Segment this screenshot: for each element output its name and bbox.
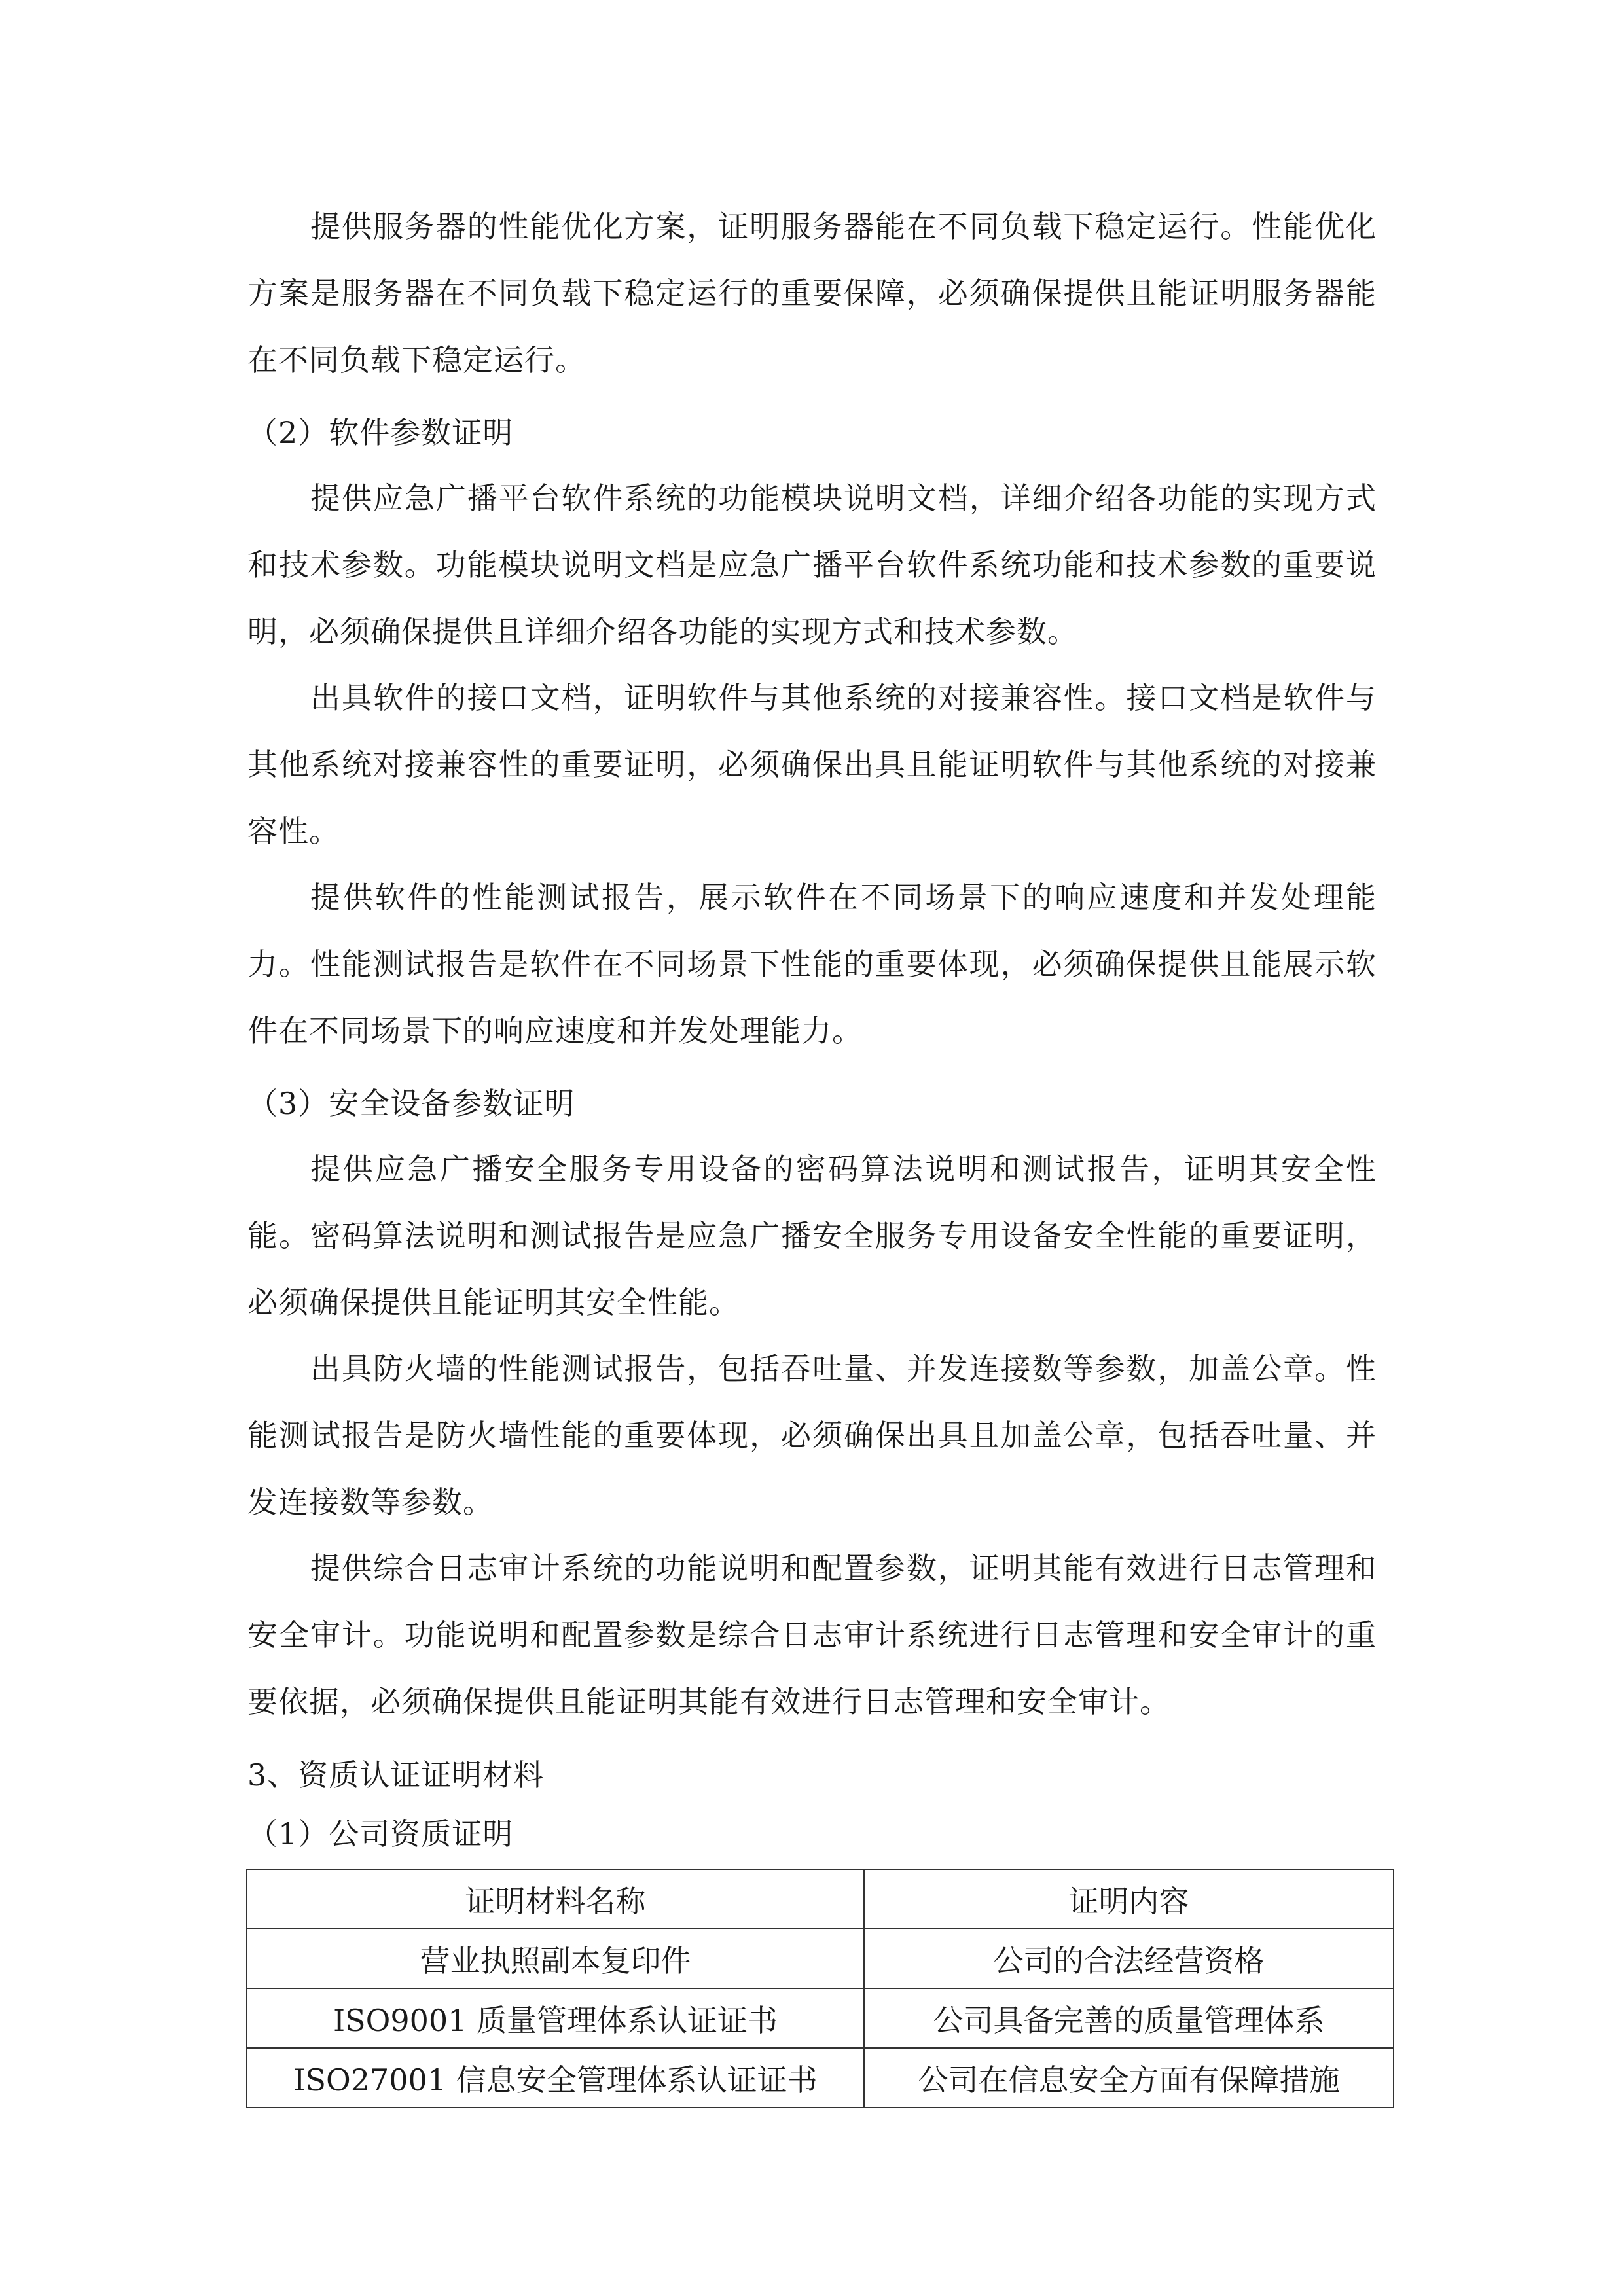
cell-proof-content: 公司具备完善的质量管理体系 (864, 1988, 1394, 2048)
heading-company-qualification: （1）公司资质证明 (247, 1816, 514, 1852)
heading-security-params: （3）安全设备参数证明 (247, 1086, 575, 1121)
cell-proof-content: 公司的合法经营资格 (864, 1929, 1394, 1988)
header-material-name: 证明材料名称 (247, 1869, 864, 1929)
qualification-table (246, 1869, 1394, 2108)
paragraph-log-audit: 提供综合日志审计系统的功能说明和配置参数，证明其能有效进行日志管理和安全审计。功能说明和配置参数是综合日志审计系统进行日志管理和安全审计的重要依据，必须确保提供且能证明其能有效进行日志管理和安全审计。 (247, 1551, 1377, 1719)
table-row (247, 1929, 1394, 1988)
paragraph-software-modules: 提供应急广播平台软件系统的功能模块说明文档，详细介绍各功能的实现方式和技术参数。功能模块说明文档是应急广播平台软件系统功能和技术参数的重要说明，必须确保提供且详细介绍各功能的实现方式和技术参数。 (247, 480, 1377, 649)
cell-proof-content: 公司在信息安全方面有保障措施 (864, 2048, 1394, 2108)
paragraph-software-performance: 提供软件的性能测试报告，展示软件在不同场景下的响应速度和并发处理能力。性能测试报告是软件在不同场景下性能的重要体现，必须确保提供且能展示软件在不同场景下的响应速度和并发处理能力。 (247, 880, 1377, 1049)
heading-qualification: 3、资质认证证明材料 (247, 1757, 545, 1793)
table-header-row (247, 1869, 1394, 1929)
header-proof-content: 证明内容 (864, 1869, 1394, 1929)
cell-material-name: 营业执照副本复印件 (247, 1929, 864, 1988)
paragraph-software-interface: 出具软件的接口文档，证明软件与其他系统的对接兼容性。接口文档是软件与其他系统对接兼容性的重要证明，必须确保出具且能证明软件与其他系统的对接兼容性。 (247, 680, 1377, 849)
table-row (247, 2048, 1394, 2108)
paragraph-server-optimization: 提供服务器的性能优化方案，证明服务器能在不同负载下稳定运行。性能优化方案是服务器在不同负载下稳定运行的重要保障，必须确保提供且能证明服务器能在不同负载下稳定运行。 (247, 209, 1377, 378)
paragraph-crypto-device: 提供应急广播安全服务专用设备的密码算法说明和测试报告，证明其安全性能。密码算法说明和测试报告是应急广播安全服务专用设备安全性能的重要证明，必须确保提供且能证明其安全性能。 (247, 1151, 1377, 1320)
paragraph-firewall: 出具防火墙的性能测试报告，包括吞吐量、并发连接数等参数，加盖公章。性能测试报告是防火墙性能的重要体现，必须确保出具且加盖公章，包括吞吐量、并发连接数等参数。 (247, 1351, 1377, 1520)
heading-software-params: （2）软件参数证明 (247, 415, 514, 450)
cell-material-name: ISO9001 质量管理体系认证证书 (247, 1988, 864, 2048)
cell-material-name: ISO27001 信息安全管理体系认证证书 (247, 2048, 864, 2108)
table-row (247, 1988, 1394, 2048)
